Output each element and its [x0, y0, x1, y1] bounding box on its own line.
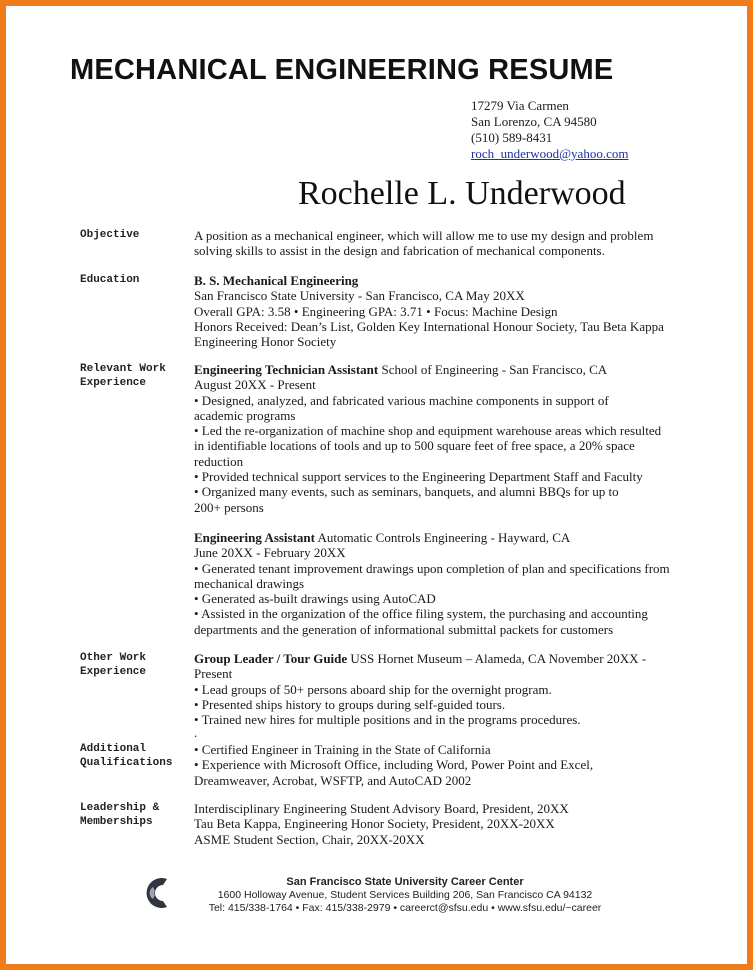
- other-label-line: Experience: [80, 666, 147, 678]
- additional-qualifications-body: [194, 742, 694, 788]
- relevant-label-line: Relevant Work: [80, 363, 166, 375]
- job-org: Automatic Controls Engineering - Hayward, CA: [315, 530, 571, 545]
- objective-line: A position as a mechanical engineer, which will allow me to use my design and problem: [194, 228, 654, 243]
- job-header: [194, 530, 694, 545]
- leadership-label-line: Memberships: [80, 816, 153, 828]
- job-line: departments and the generation of informational submittal packets for customers: [194, 621, 614, 637]
- additional-label-line: Qualifications: [80, 757, 173, 769]
- job-line: • Assisted in the organization of the office filing system, the purchasing and accounting: [194, 606, 648, 622]
- job-line: • Provided technical support services to the Engineering Department Staff and Faculty: [194, 469, 643, 485]
- resume-title: MECHANICAL ENGINEERING RESUME: [70, 54, 614, 86]
- objective-body: [194, 228, 694, 259]
- qualification-line: Dreamweaver, Acrobat, WSFTP, and AutoCAD 2002: [194, 772, 472, 788]
- relevant-job-2: [194, 530, 694, 637]
- job-line: .: [194, 725, 198, 741]
- job-line: • Led the re-organization of machine shop and equipment warehouse areas which resulted: [194, 423, 662, 439]
- relevant-job-1: [194, 362, 694, 515]
- job-header: [194, 362, 694, 377]
- job-line: • Generated tenant improvement drawings upon completion of plan and specifications from: [194, 560, 670, 576]
- objective-label: Objective: [80, 229, 140, 241]
- job-line: August 20XX - Present: [194, 377, 316, 393]
- job-line: • Generated as-built drawings using AutoCAD: [194, 591, 436, 607]
- footer-contact: Tel: 415/338-1764 • Fax: 415/338-2979 • careerct@sfsu.edu • www.sfsu.edu/~career: [208, 902, 602, 914]
- job-line: • Trained new hires for multiple positions and in the programs procedures.: [194, 712, 581, 728]
- job-line: in identifiable locations of tools and up to 500 square feet of free space, a 20% space: [194, 438, 635, 454]
- address-phone: (510) 589-8431: [471, 130, 553, 145]
- other-label-line: Other Work: [80, 652, 147, 664]
- footer-address: 1600 Holloway Avenue, Student Services Building 206, San Francisco CA 94132: [217, 889, 593, 901]
- education-label: Education: [80, 274, 140, 286]
- education-body: [194, 273, 694, 349]
- membership-line: Interdisciplinary Engineering Student Advisory Board, President, 20XX: [194, 801, 569, 816]
- job-role: Engineering Technician Assistant: [194, 362, 379, 377]
- job-line: • Organized many events, such as seminars, banquets, and alumni BBQs for up to: [194, 484, 619, 500]
- footer-org: San Francisco State University Career Center: [286, 876, 524, 888]
- job-header: [194, 651, 694, 666]
- leadership-body: [194, 801, 694, 847]
- job-line: • Designed, analyzed, and fabricated various machine components in support of: [194, 392, 609, 408]
- relevant-label-line: Experience: [80, 377, 147, 389]
- qualification-line: • Certified Engineer in Training in the State of California: [194, 742, 491, 757]
- leadership-label: [80, 801, 159, 829]
- footer: [195, 876, 615, 915]
- job-line: 200+ persons: [194, 499, 264, 515]
- email-link[interactable]: roch_underwood@yahoo.com: [471, 146, 629, 161]
- leadership-label-line: Leadership &: [80, 802, 160, 814]
- job-line: academic programs: [194, 407, 296, 423]
- membership-line: ASME Student Section, Chair, 20XX-20XX: [194, 831, 425, 847]
- qualification-line: • Experience with Microsoft Office, including Word, Power Point and Excel,: [194, 757, 594, 773]
- additional-label-line: Additional: [80, 743, 147, 755]
- job-line: reduction: [194, 453, 244, 469]
- objective-line: solving skills to assist in the design and fabrication of mechanical components.: [194, 243, 605, 259]
- job-line: • Presented ships history to groups during self-guided tours.: [194, 696, 506, 712]
- job-org: USS Hornet Museum – Alameda, CA November 20XX -: [347, 651, 647, 666]
- other-job: [194, 651, 694, 741]
- career-center-logo-icon: [141, 873, 175, 913]
- additional-qualifications-label: [80, 742, 172, 770]
- education-line: Overall GPA: 3.58 • Engineering GPA: 3.71 • Focus: Machine Design: [194, 303, 558, 319]
- candidate-name: Rochelle L. Underwood: [298, 175, 626, 212]
- contact-address: [471, 98, 628, 162]
- membership-line: Tau Beta Kappa, Engineering Honor Society, President, 20XX-20XX: [194, 816, 555, 832]
- education-degree: B. S. Mechanical Engineering: [194, 273, 359, 288]
- relevant-work-label: [80, 362, 166, 390]
- education-line: Engineering Honor Society: [194, 334, 337, 350]
- job-line: mechanical drawings: [194, 575, 305, 591]
- job-line: Present: [194, 666, 233, 682]
- job-role: Group Leader / Tour Guide: [194, 651, 348, 666]
- education-line: Honors Received: Dean’s List, Golden Key International Honour Society, Tau Beta Kappa: [194, 318, 664, 334]
- job-org: School of Engineering - San Francisco, CA: [378, 362, 608, 377]
- education-line: San Francisco State University - San Francisco, CA May 20XX: [194, 288, 525, 304]
- job-line: June 20XX - February 20XX: [194, 545, 346, 561]
- other-work-label: [80, 651, 146, 679]
- job-line: • Lead groups of 50+ persons aboard ship for the overnight program.: [194, 681, 552, 697]
- address-city: San Lorenzo, CA 94580: [471, 114, 597, 129]
- job-role: Engineering Assistant: [194, 530, 315, 545]
- address-street: 17279 Via Carmen: [471, 98, 569, 113]
